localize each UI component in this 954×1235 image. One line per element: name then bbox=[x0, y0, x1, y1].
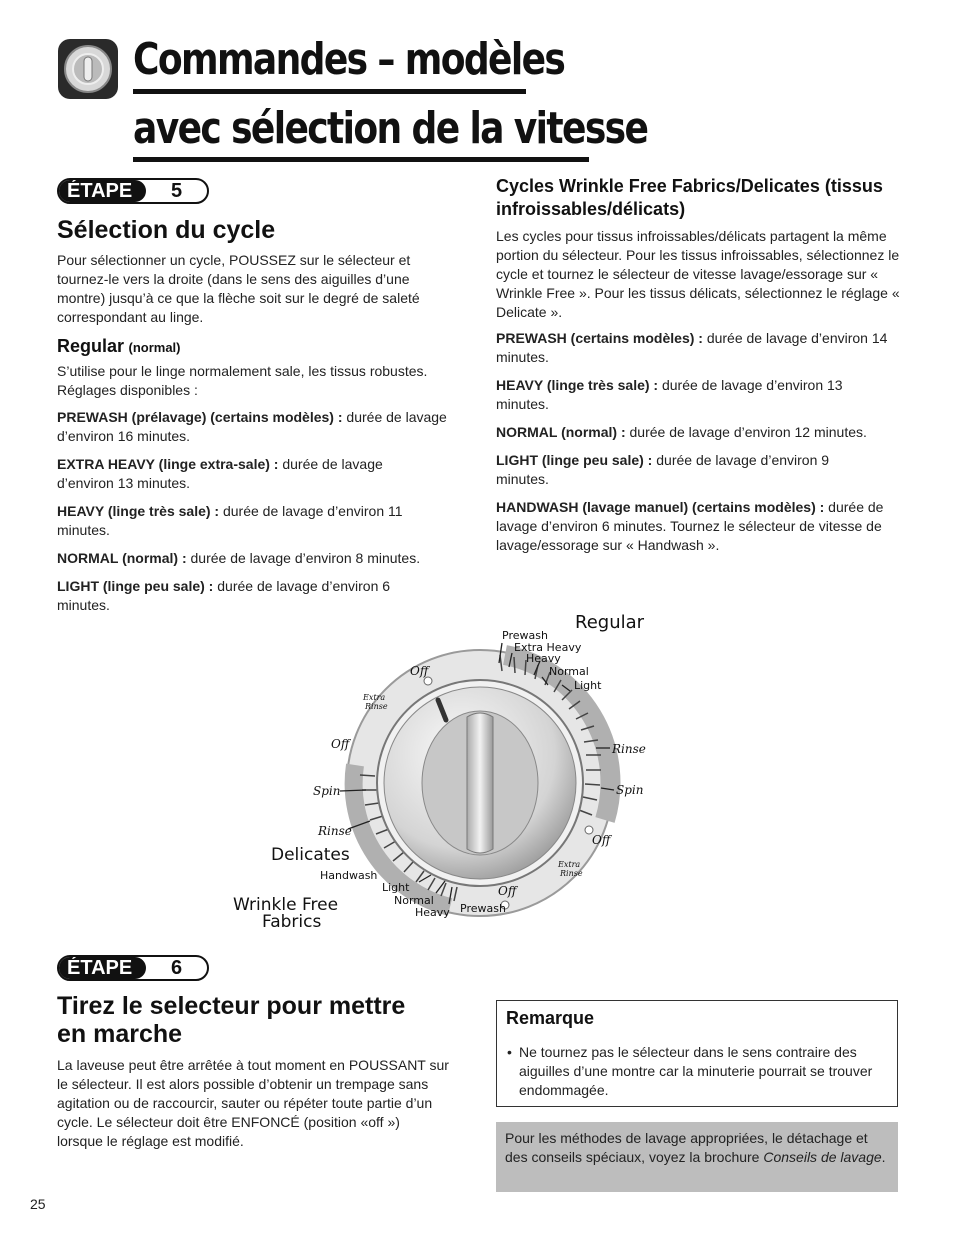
dial-label-off-bottom: Off bbox=[498, 884, 517, 898]
page-title-line2: avec sélection de la vitesse bbox=[133, 103, 648, 154]
dial-label-prewash-bottom: Prewash bbox=[460, 902, 506, 915]
regular-title: Regular bbox=[57, 336, 125, 356]
step-label: ÉTAPE bbox=[59, 957, 146, 979]
list-item: LIGHT (linge peu sale) : durée de lavage d’environ 6 minutes. bbox=[57, 578, 391, 613]
dial-label-rinse-right-small: Rinse bbox=[560, 869, 583, 878]
wrinkle-heading: Cycles Wrinkle Free Fabrics/Delicates (tissus infroissables/délicats) bbox=[496, 176, 883, 219]
dial-label-rinse-left-small: Rinse bbox=[365, 702, 388, 711]
dial-label-heavy-bottom: Heavy bbox=[415, 906, 450, 919]
list-item: NORMAL (normal) : durée de lavage d’environ 8 minutes. bbox=[57, 550, 421, 566]
dial-label-wrinkle-free: Wrinkle Free bbox=[233, 895, 339, 915]
list-item: EXTRA HEAVY (linge extra-sale) : durée de lavage d’environ 13 minutes. bbox=[57, 456, 383, 491]
list-item: NORMAL (normal) : durée de lavage d’environ 12 minutes. bbox=[496, 424, 867, 440]
step-number: 6 bbox=[171, 956, 183, 979]
dial-label-off-right: Off bbox=[592, 833, 611, 847]
title-underline-1 bbox=[133, 89, 526, 94]
dial-logo-icon bbox=[57, 38, 119, 100]
step5-intro: Pour sélectionner un cycle, POUSSEZ sur le sélecteur et tournez-le vers la droite (dans le sens des aiguilles d’une montre) jusqu’à ce que la flèche soit sur le degré de saleté correspondant au linge. bbox=[57, 252, 420, 325]
dial-label-extra-right: Extra bbox=[558, 860, 581, 869]
dial-label-off-left: Off bbox=[331, 737, 350, 751]
step-label: ÉTAPE bbox=[59, 180, 146, 202]
page-number: 25 bbox=[30, 1196, 46, 1212]
dial-label-light: Light bbox=[574, 679, 602, 692]
dial-label-rinse-left: Rinse bbox=[318, 824, 352, 838]
dial-label-rinse-right: Rinse bbox=[612, 742, 646, 756]
step-6-badge bbox=[57, 955, 209, 981]
regular-subtitle: (normal) bbox=[128, 340, 181, 355]
dial-label-extra-heavy: Extra Heavy bbox=[514, 641, 582, 654]
dial-label-off-top: Off bbox=[410, 664, 429, 678]
step6-text: La laveuse peut être arrêtée à tout moment en POUSSANT sur le sélecteur. Il est alors possible d’obtenir un trempage sans agitation ou de raccourcir, sauter ou répéter toute partie d’un cycle. Le sélecteur doit être ENFONCÉ (position «off ») lorsque le réglage est modifié. bbox=[57, 1057, 449, 1149]
dial-label-normal: Normal bbox=[549, 665, 589, 678]
page-title-line1: Commandes – modèles bbox=[133, 34, 565, 85]
step-number: 5 bbox=[171, 179, 183, 202]
list-item: PREWASH (prélavage) (certains modèles) : durée de lavage d’environ 16 minutes. bbox=[57, 409, 447, 444]
note-box bbox=[496, 1000, 898, 1107]
tip-text: Pour les méthodes de lavage appropriées, le détachage et des conseils spéciaux, voyez la brochure Conseils de lavage. bbox=[505, 1130, 886, 1165]
step6-heading-line2: en marche bbox=[57, 1020, 183, 1048]
regular-desc: S’utilise pour le linge normalement sale, les tissus robustes. Réglages disponibles : bbox=[57, 363, 428, 398]
dial-label-heavy: Heavy bbox=[526, 652, 561, 665]
dial-label-light-bottom: Light bbox=[382, 881, 410, 894]
step5-heading: Sélection du cycle bbox=[57, 216, 276, 244]
dial-label-fabrics: Fabrics bbox=[262, 912, 322, 932]
step6-heading-line1: Tirez le selecteur pour mettre bbox=[57, 992, 406, 1020]
dial-label-extra-left: Extra bbox=[363, 693, 386, 702]
tip-box bbox=[496, 1122, 898, 1192]
dial-label-prewash: Prewash bbox=[502, 629, 548, 642]
dial-label-spin-right: Spin bbox=[616, 783, 644, 797]
regular-items bbox=[57, 408, 455, 615]
list-item: LIGHT (linge peu sale) : durée de lavage d’environ 9 minutes. bbox=[496, 452, 830, 487]
list-item: HANDWASH (lavage manuel) (certains modèles) : durée de lavage d’environ 6 minutes. Tournez le sélecteur de vitesse de lavage/essorage sur « Handwash ». bbox=[496, 499, 884, 553]
note-bullet: • bbox=[507, 1044, 512, 1060]
dial-label-normal-bottom: Normal bbox=[394, 894, 434, 907]
dial-label-spin-left: Spin bbox=[313, 784, 341, 798]
list-item: PREWASH (certains modèles) : durée de lavage d’environ 14 minutes. bbox=[496, 330, 888, 365]
list-item: HEAVY (linge très sale) : durée de lavage d’environ 11 minutes. bbox=[57, 503, 403, 538]
step-5-badge bbox=[57, 178, 209, 204]
dial-label-delicates: Delicates bbox=[271, 845, 350, 865]
dial-label-regular: Regular bbox=[575, 612, 645, 633]
wrinkle-desc: Les cycles pour tissus infroissables/délicats partagent la même portion du sélecteur. Pour les tissus infroissables, sélectionnez le cycle et tournez le sélecteur de vitesse lavage/essorage sur « Wrinkle Free ». Pour les tissus délicats, sélectionnez le réglage « Delicate ». bbox=[496, 228, 900, 320]
dial-label-handwash: Handwash bbox=[320, 869, 378, 882]
wrinkle-items bbox=[496, 329, 900, 555]
note-text: Ne tournez pas le sélecteur dans le sens contraire des aiguilles d’une montre car la minuterie pourrait se trouver endommagée. bbox=[519, 1044, 873, 1098]
regular-heading bbox=[57, 336, 180, 357]
title-underline-2 bbox=[133, 157, 589, 162]
list-item: HEAVY (linge très sale) : durée de lavage d’environ 13 minutes. bbox=[496, 377, 843, 412]
note-title: Remarque bbox=[506, 1008, 595, 1028]
cycle-dial-diagram bbox=[220, 605, 700, 935]
